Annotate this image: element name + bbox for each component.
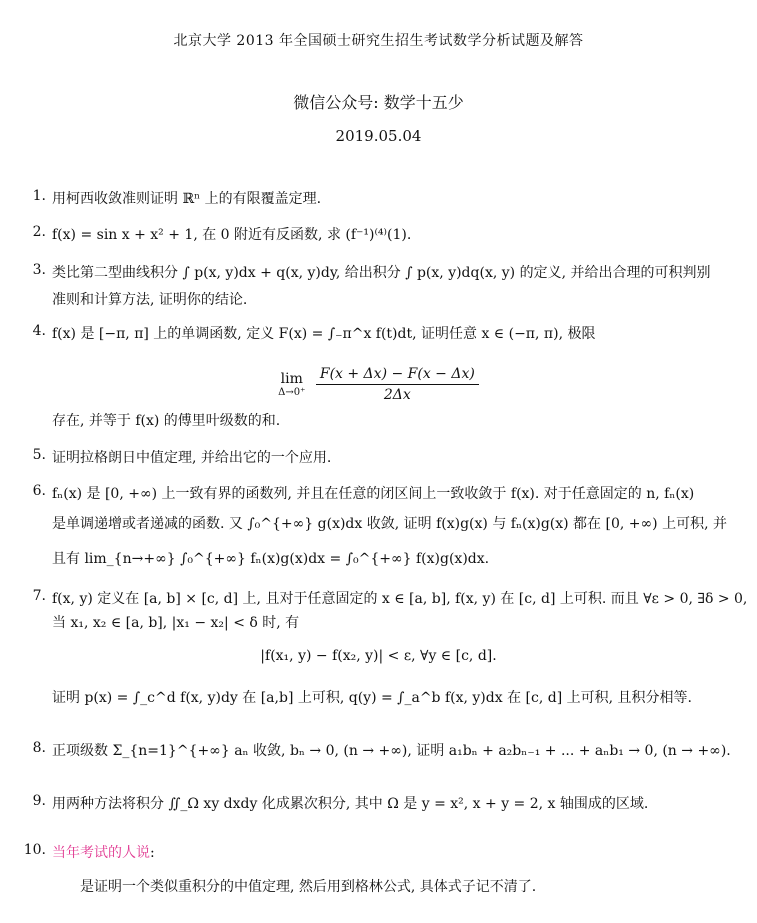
problem-7-text-line1: f(x, y) 定义在 [a, b] × [c, d] 上, 且对于任意固定的 x ∈ [a, b], f(x, y) 在 [c, d] 上可积. 而且 ∀ε > 0, ∃δ > 0,	[52, 591, 748, 607]
fraction-numerator: F(x + Δx) − F(x − Δx)	[316, 366, 479, 385]
heading-colon: :	[150, 845, 155, 861]
problem-8-number: 8.	[32, 740, 46, 756]
problem-3-text-line2: 准则和计算方法, 证明你的结论.	[52, 292, 248, 308]
fraction-denominator: 2Δx	[383, 387, 411, 403]
limit-subscript: Δ→0⁺	[278, 387, 306, 398]
problem-8-text: 正项级数 Σ_{n=1}^{+∞} aₙ 收敛, bₙ → 0, (n → +∞), 证明 a₁bₙ + a₂bₙ₋₁ + ... + aₙb₁ → 0, (n → +∞).	[52, 743, 731, 759]
problem-2-number: 2.	[32, 224, 46, 240]
problem-4-text-line3: 存在, 并等于 f(x) 的傅里叶级数的和.	[52, 413, 281, 429]
problem-9-text: 用两种方法将积分 ∬_Ω xy dxdy 化成累次积分, 其中 Ω 是 y = x², x + y = 2, x 轴围成的区域.	[52, 796, 649, 812]
problem-4-number: 4.	[32, 323, 46, 339]
problem-5-number: 5.	[32, 447, 46, 463]
problem-7-number: 7.	[32, 588, 46, 604]
difference-quotient	[316, 366, 479, 403]
limit-word: lim	[280, 371, 303, 387]
problem-6-text-line2: 是单调递增或者递减的函数. 又 ∫₀^{+∞} g(x)dx 收敛, 证明 f(x)g(x) 与 fₙ(x)g(x) 都在 [0, +∞) 上可积, 并	[52, 516, 727, 532]
problem-1-number: 1.	[32, 188, 46, 204]
problem-7-text-line2: 当 x₁, x₂ ∈ [a, b], |x₁ − x₂| < δ 时, 有	[52, 615, 300, 631]
problem-7-display-formula: |f(x₁, y) − f(x₂, y)| < ε, ∀y ∈ [c, d].	[260, 648, 497, 664]
problem-6-number: 6.	[32, 483, 46, 499]
problem-10-number: 10.	[23, 842, 46, 858]
problem-9-number: 9.	[32, 793, 46, 809]
problem-3-text-line1: 类比第二型曲线积分 ∫ p(x, y)dx + q(x, y)dy, 给出积分 ∫ p(x, y)dq(x, y) 的定义, 并给出合理的可积判别	[52, 265, 711, 281]
date-line: 2019.05.04	[335, 127, 422, 145]
page-title: 北京大学 2013 年全国硕士研究生招生考试数学分析试题及解答	[173, 33, 584, 49]
problem-6-text-line1: fₙ(x) 是 [0, +∞) 上一致有界的函数列, 并且在任意的闭区间上一致收敛于 f(x). 对于任意固定的 n, fₙ(x)	[52, 486, 695, 502]
problem-1-text: 用柯西收敛准则证明 ℝⁿ 上的有限覆盖定理.	[52, 191, 322, 207]
problem-5-text: 证明拉格朗日中值定理, 并给出它的一个应用.	[52, 450, 332, 466]
wechat-subtitle: 微信公众号: 数学十五少	[293, 93, 464, 112]
problem-6-text-line3: 且有 lim_{n→+∞} ∫₀^{+∞} fₙ(x)g(x)dx = ∫₀^{+∞} f(x)g(x)dx.	[52, 551, 490, 567]
problem-10-body: 是证明一个类似重积分的中值定理, 然后用到格林公式, 具体式子记不清了.	[80, 879, 537, 895]
problem-3-number: 3.	[32, 262, 46, 278]
problem-10-heading	[52, 842, 155, 862]
problem-4-limit-formula	[0, 366, 757, 403]
problem-4-text-line1: f(x) 是 [−π, π] 上的单调函数, 定义 F(x) = ∫₋π^x f(t)dt, 证明任意 x ∈ (−π, π), 极限	[52, 326, 596, 342]
witness-label: 当年考试的人说	[52, 845, 150, 861]
problem-2-text: f(x) = sin x + x² + 1, 在 0 附近有反函数, 求 (f⁻¹)⁽⁴⁾(1).	[52, 227, 412, 243]
problem-7-text-line3: 证明 p(x) = ∫_c^d f(x, y)dy 在 [a,b] 上可积, q(y) = ∫_a^b f(x, y)dx 在 [c, d] 上可积, 且积分相等.	[52, 690, 692, 706]
limit-operator	[278, 371, 305, 398]
